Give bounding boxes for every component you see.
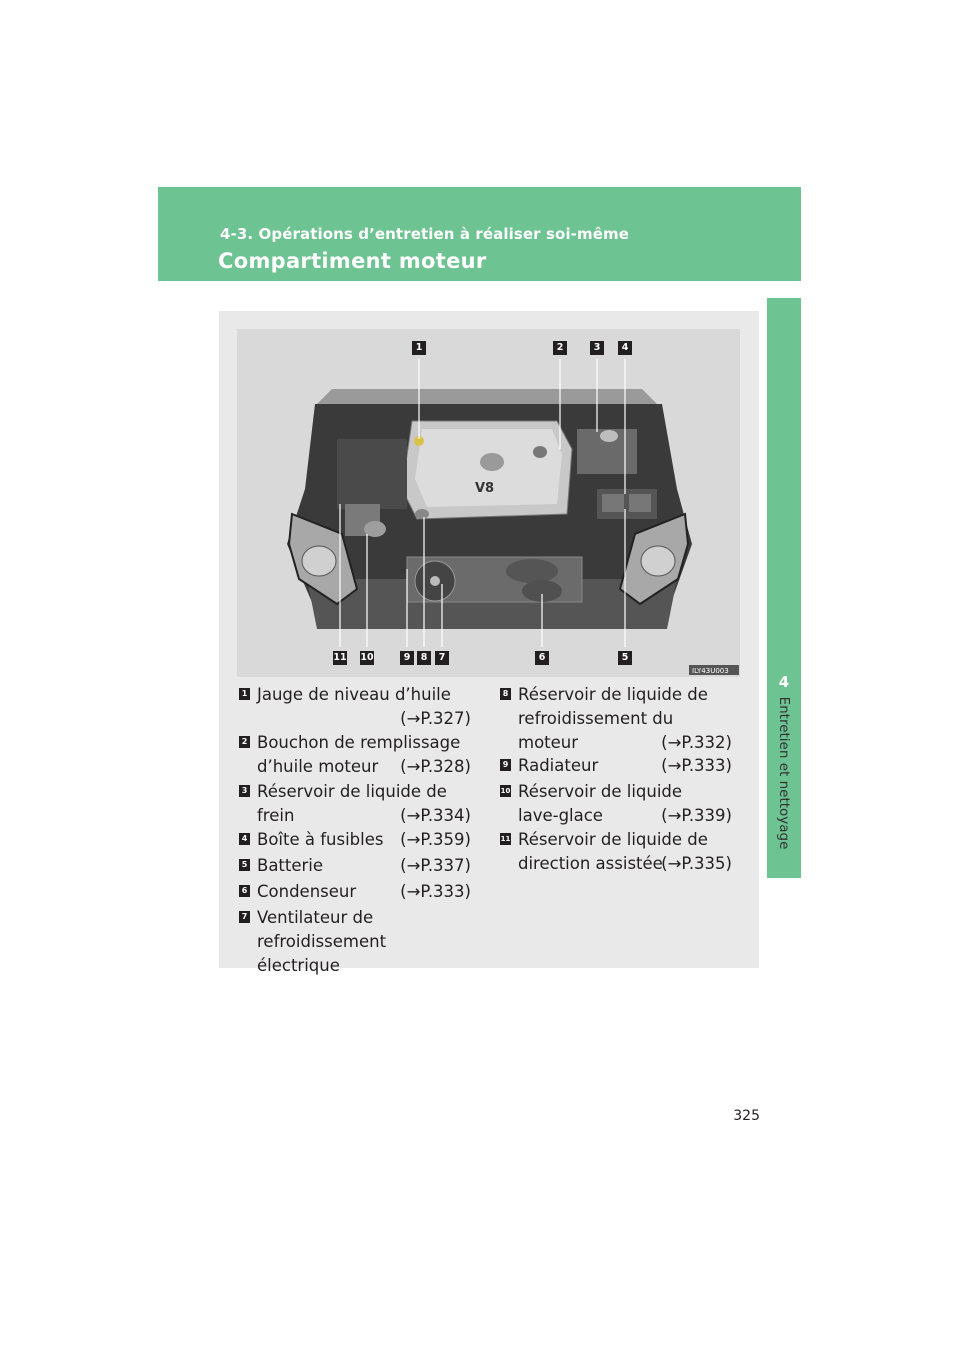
callout-11: 11 <box>333 652 347 663</box>
legend-number: 10 <box>500 787 511 795</box>
callout-6: 6 <box>535 651 549 665</box>
callout-5: 5 <box>618 651 632 665</box>
engine-badge: V8 <box>475 481 495 496</box>
legend-number: 8 <box>500 688 511 700</box>
legend-number: 4 <box>239 833 250 845</box>
legend-label: Réservoir de liquide de frein <box>257 782 447 825</box>
content-panel <box>219 311 759 975</box>
legend-number: 9 <box>500 759 511 771</box>
legend-number: 6 <box>239 885 250 897</box>
chapter-number: 4 <box>778 673 790 691</box>
chapter-title-text: Entretien et nettoyage <box>776 696 792 850</box>
image-code: ILY43U003 <box>692 667 729 675</box>
legend-label: Jauge de niveau d’huile <box>257 685 451 704</box>
legend-item <box>500 780 732 828</box>
legend-label: Boîte à fusibles <box>257 830 384 849</box>
callout-2: 2 <box>553 341 567 355</box>
legend-number: 5 <box>239 859 250 871</box>
legend-item <box>239 683 471 731</box>
legend-number: 1 <box>239 688 250 700</box>
legend-number: 3 <box>239 785 250 797</box>
callout-9: 9 <box>400 651 414 665</box>
legend-item <box>500 683 732 755</box>
page-reference: (→P.335) <box>661 854 732 873</box>
legend-item <box>500 828 732 876</box>
page-reference: (→P.328) <box>400 757 471 776</box>
legend-label: Batterie <box>257 856 324 875</box>
page-reference: (→P.337) <box>400 856 471 875</box>
legend-item <box>239 828 471 852</box>
page-reference: (→P.332) <box>661 733 732 752</box>
section-label: 4-3. Opérations d’entretien à réaliser soi-même <box>220 225 630 243</box>
engine-drawing <box>237 329 740 677</box>
legend-item <box>239 731 471 779</box>
page-reference: (→P.359) <box>400 830 471 849</box>
section-header <box>158 187 801 281</box>
legend-number: 7 <box>239 911 250 923</box>
chapter-title <box>767 298 801 878</box>
legend-label: Bouchon de remplissage d’huile moteur <box>257 733 461 776</box>
page-title: Compartiment moteur <box>218 249 487 273</box>
page-reference: (→P.333) <box>400 882 471 901</box>
callout-1: 1 <box>412 341 426 355</box>
engine-compartment-illustration <box>237 329 740 677</box>
chapter-tab <box>767 298 801 878</box>
page-reference: (→P.327) <box>400 709 471 728</box>
legend-label: Radiateur <box>518 756 599 775</box>
callout-4: 4 <box>618 341 632 355</box>
legend-item <box>500 754 732 778</box>
legend-number: 2 <box>239 736 250 748</box>
legend-label: Réservoir de liquide de direction assistée <box>518 830 708 873</box>
page-number: 325 <box>733 1108 760 1124</box>
legend-label: Ventilateur de refroidissement électrique <box>257 908 387 975</box>
legend-number: 11 <box>500 835 511 843</box>
callout-8: 8 <box>417 651 431 665</box>
legend-item <box>239 780 471 828</box>
legend-label: Condenseur <box>257 882 357 901</box>
legend-label: Réservoir de liquide de refroidissement du moteur <box>518 685 708 752</box>
legend-label: Réservoir de liquide lave-glace <box>518 782 683 825</box>
legend-item <box>239 906 491 975</box>
callout-10: 10 <box>360 652 374 663</box>
legend-item <box>239 880 471 904</box>
page-reference: (→P.339) <box>661 806 732 825</box>
callout-3: 3 <box>590 341 604 355</box>
page-reference: (→P.334) <box>400 806 471 825</box>
page-reference: (→P.333) <box>661 756 732 775</box>
legend-item <box>239 854 471 878</box>
callout-7: 7 <box>435 651 449 665</box>
